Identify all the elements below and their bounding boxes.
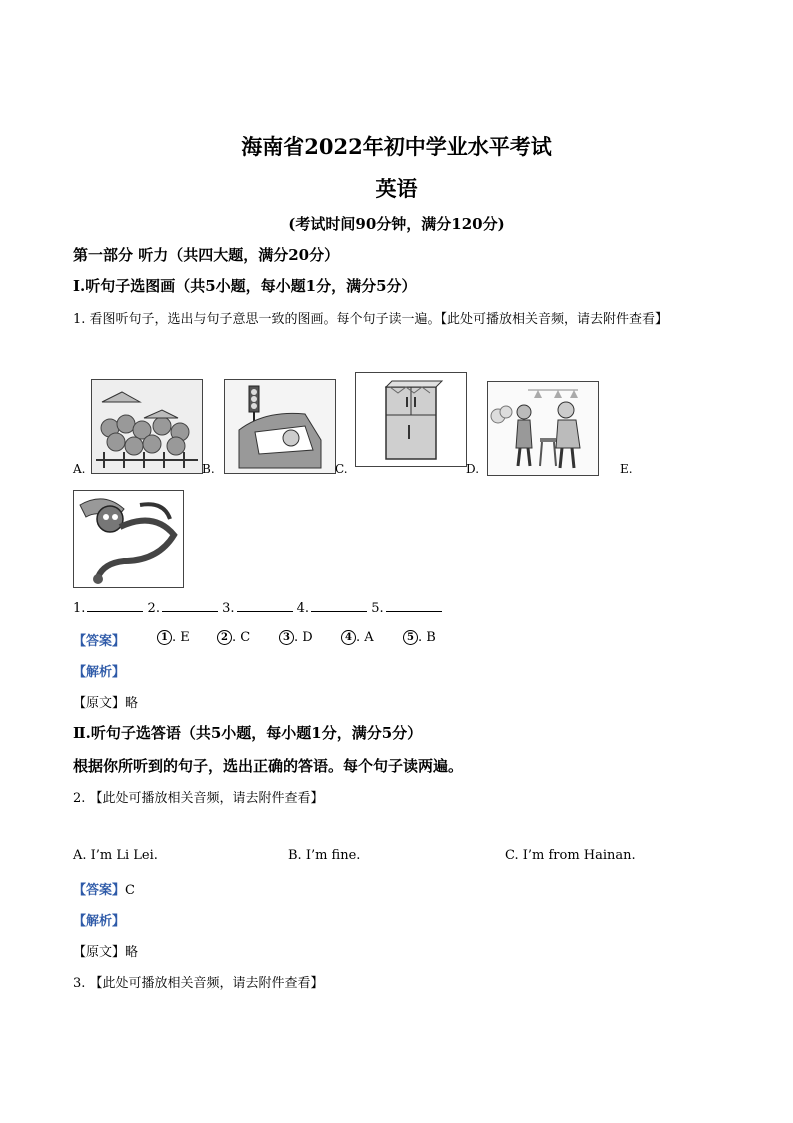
q2-option-a: A. I’m Li Lei.: [73, 848, 158, 863]
blank-2[interactable]: [162, 600, 218, 612]
section1-heading: Ⅰ.听句子选图画（共5小题，每小题1分，满分5分）: [73, 277, 417, 295]
answer-item-4: 4 . A: [341, 630, 403, 645]
original-value: 略: [125, 696, 139, 711]
circled-number-4: 4: [341, 630, 356, 645]
option-label-d: D.: [466, 462, 480, 476]
answer-value-5: B: [426, 630, 436, 645]
answer-item-2: 2 . C: [217, 630, 279, 645]
section2-heading: Ⅱ.听句子选答语（共5小题，每小题1分，满分5分）: [73, 724, 423, 742]
question-3-text: 3. 【此处可播放相关音频，请去附件查看】: [73, 976, 324, 991]
q2-analysis-label: 【解析】: [73, 914, 126, 929]
blank-1-label: 1.: [73, 601, 86, 616]
q1-answers: [157, 630, 465, 645]
picture-b: [224, 379, 336, 474]
picture-e: [73, 490, 184, 588]
answer-item-3: 3 . D: [279, 630, 341, 645]
section2-instruction: 根据你所听到的句子，选出正确的答语。每个句子读两遍。: [73, 757, 464, 775]
q2-answer-value: C: [125, 883, 135, 898]
q2-option-c: C. I’m from Hainan.: [505, 848, 636, 863]
circled-number-5: 5: [403, 630, 418, 645]
answer-value-4: A: [364, 630, 374, 645]
exam-title: 海南省2022年初中学业水平考试: [241, 134, 552, 159]
option-label-b: B.: [202, 462, 215, 476]
answer-value-2: C: [240, 630, 251, 645]
picture-d: [487, 381, 599, 476]
q1-analysis-label: 【解析】: [73, 665, 126, 680]
option-label-a: A.: [73, 462, 86, 476]
picture-a: [91, 379, 203, 474]
blank-3-label: 3.: [222, 601, 235, 616]
answer-item-5: 5 . B: [403, 630, 465, 645]
q2-original-value: 略: [125, 945, 139, 960]
q2-original: [73, 941, 138, 960]
q2-answer: [73, 879, 135, 898]
circled-number-1: 1: [157, 630, 172, 645]
answer-label: 【答案】: [73, 634, 126, 649]
answer-item-1: 1 . E: [157, 630, 217, 645]
option-label-c: C.: [335, 462, 348, 476]
q2-original-label: 【原文】: [73, 945, 126, 960]
q2-option-b: B. I’m fine.: [288, 848, 361, 863]
blank-5[interactable]: [386, 600, 442, 612]
circled-number-3: 3: [279, 630, 294, 645]
answer-value-3: D: [302, 630, 313, 645]
blank-4-label: 4.: [296, 601, 310, 616]
blank-5-label: 5.: [371, 601, 384, 616]
answer-blanks: [73, 600, 442, 616]
blank-2-label: 2.: [147, 601, 160, 616]
question-2-text: 2. 【此处可播放相关音频，请去附件查看】: [73, 791, 324, 806]
blank-1[interactable]: [87, 600, 143, 612]
picture-c: [355, 372, 467, 467]
q1-original: [73, 692, 138, 711]
q1-answer-label: [73, 630, 125, 649]
exam-info: (考试时间90分钟，满分120分): [288, 215, 505, 233]
subject-title: 英语: [375, 176, 418, 201]
q2-answer-label: 【答案】: [73, 883, 126, 898]
blank-4[interactable]: [311, 600, 367, 612]
blank-3[interactable]: [237, 600, 293, 612]
question-1-text: 1. 看图听句子，选出与句子意思一致的图画。每个句子读一遍。【此处可播放相关音频，请去附件查看】: [73, 312, 669, 327]
part1-heading: 第一部分 听力（共四大题，满分20分）: [73, 246, 340, 264]
original-label: 【原文】: [73, 696, 126, 711]
circled-number-2: 2: [217, 630, 232, 645]
option-label-e: E.: [620, 462, 633, 476]
answer-value-1: E: [180, 630, 190, 645]
